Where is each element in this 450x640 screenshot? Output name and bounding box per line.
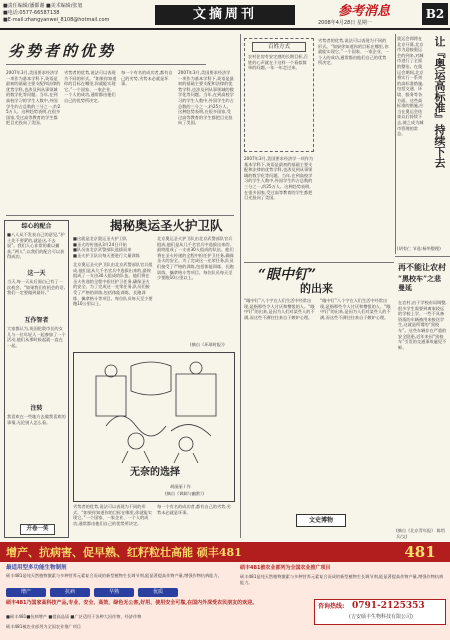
- ad-body-col: 硕丰481是纯天然植物激素与多种营养元素复合而成的新型植物生长调节剂,能显著提高作物产量,增强作物抗病能力。: [240, 574, 444, 585]
- ad-tag-quality: 优质: [138, 588, 178, 597]
- ad-line1: 最适用型多功能生物制剂: [6, 565, 67, 571]
- article-mid-body-col1: 北京奥运圣火护卫队由北京武警部队官兵组成,他们是从几千名官兵中选拔出来的,最终组成了一支由30人组成的队伍。他们将在圣火传递的全程中担任护卫任务,确保圣火的安全。为了完成这一光荣任务,队员们接受了严格的训练,包括体能训练、长跑训练、擒拿格斗等项目。每位队员每天至少要跑10公里以上。: [73, 262, 153, 307]
- sidebar-box3-text: 大家都认为,英国伦敦市长的女儿与一位年轻人一起参加了一个活动,他们从那时候起就一直在一起。: [7, 326, 66, 348]
- ad-product-no: 481: [404, 543, 436, 561]
- sidebar-box1-title: 综心的配合: [21, 223, 52, 230]
- article-bottom-col2: 每一个有名的成功者,都有自己的劣势,劣势未必就是坏事。: [157, 504, 231, 515]
- sidebar-box4-text: 我喜欢在一些地方去做我喜欢的事情,无论别人怎么看。: [7, 414, 66, 425]
- sidebar-box5-title: 开卷一笑: [26, 526, 49, 532]
- article-left-para3b: 2007年3月,美国要求经济学一项作为基本学科下,英语是最初的基础主要支配和法律的优势学科,也涉及到从事领域的数学化等问题。当年,在到高校学习的学生人数中,外国学生约占总数的三分之一,约25万人。这种趋势表明,在很多国家,受过高等教育的学生都把目光投向了美国。: [178, 70, 234, 126]
- article-right-upper-b: 劣势者的优势,说法可以表现为不同的形式。“如果你知道你的目标在哪里,你就能实现它。”一个国家、一家企业、一个人的成功,通常都由他们自己的优势所决定。: [318, 38, 390, 66]
- article-right-low-body: 在农村,由于学校布局调整,很多学生需要到离家较远的学校上学。一些不具备资质的车辆被用来接送学生,这就是所谓的“黑校车”。这些车辆存在严重的安全隐患,近年来因“黑校车”引发的交通事故屡见不鲜。: [398, 300, 447, 350]
- column-right-credit: (胡有仁 节选:杨华整理): [397, 246, 441, 251]
- article-left-para3: 每一个有名的成功者,都有自己的劣势,劣势未必就是坏事。: [121, 70, 173, 87]
- divider: [395, 256, 450, 257]
- page-number: B2: [425, 7, 445, 21]
- article-right-low-credit: (摘自《北京青年报》 陈绍兵/文): [396, 528, 446, 539]
- bullet-item: ■这就是北京奥运圣火护卫队: [73, 236, 128, 241]
- ad-footer-2: 硕丰481被农业部列为全国农业推广项目: [6, 624, 81, 629]
- cartoon-source: (摘自《讽刺与幽默》): [165, 491, 204, 496]
- column-right-body: 奥运会即将在北京开幕,北京市为迎接奥运会的到来,对城市进行了全面的整治。在奥运会期间,北京将实行一系列的高标准措施,包括交通、环境、服务等各方面。这些高标准的措施,应当在奥运会结束以后持续下去,使之成为城市管理的常态。: [397, 36, 424, 137]
- ad-tag-early: 早熟: [94, 588, 134, 597]
- paper-name: 参考消息: [337, 4, 390, 19]
- article-bottom-col1: 劣势者的优势,说法可以表现为不同的形式。“如果你知道你的目标在哪里,你就能实现它。”一个国家、一家企业、一个人的成功,通常都由他们自己的优势所决定。: [73, 504, 152, 526]
- bullet-item: ■圣火护卫队员每天要进行大量训练: [73, 252, 140, 258]
- article-mid-title: 揭秘奥运圣火护卫队: [110, 218, 223, 233]
- article-mid-body-col2: 北京奥运圣火护卫队由北京武警部队官兵组成,他们是从几千名官兵中选拔出来的,最终组成了一支由30人组成的队伍。他们将在圣火传递的全程中担任护卫任务,确保圣火的安全。为了完成这一光荣任务,队员们接受了严格的训练,包括体能训练、长跑训练、擒拿格斗等项目。每位队员每天至少要跑10公里以上。: [157, 236, 234, 281]
- article-right-mid-title1: “眼中钉”: [258, 267, 317, 283]
- column-divider: [395, 34, 396, 254]
- sidebar-box4-title: 注转: [30, 405, 43, 412]
- ad-company: (吉安硕丰生物科技有限公司): [349, 614, 413, 620]
- phone-line: ■电话:0577-66587138: [3, 10, 60, 16]
- article-left-title: 劣势者的优势: [8, 42, 117, 60]
- ad-tag-increase: 增产: [6, 588, 46, 597]
- note-box-text: 农村住房有安定感的长期目标,百姓的心声就在于这样一个看似简单的问题,一年一年走过来。: [248, 54, 308, 71]
- article-right-low-title1: 再不能让农村: [398, 262, 446, 272]
- article-right-upper-a: 2007年3月,美国要求经济学一项作为基本学科下,英语是最初的基础主要支配和法律的优势学科,也涉及到从事领域的数学化等问题。当年,在到高校学习的学生人数中,外国学生约占总数的三分之一,约25万人。这种趋势表明,在很多国家,受过高等教育的学生都把目光投向了美国。: [244, 156, 314, 201]
- article-left-para2: 劣势者的优势,说法可以表现为不同的形式。“如果你知道你的目标在哪里,你就能实现它。”一个国家、一家企业、一个人的成功,通常都由他们自己的优势所决定。: [64, 70, 117, 103]
- article-left-para1: 2007年3月,美国要求经济学一项作为基本学科下,英语是最初的基础主要支配和法律的优势学科,也涉及到从事领域的数学化等问题。当年,在到高校学习的学生人数中,外国学生约占总数的三分之一,约25万人。这种趋势表明,在很多国家,受过高等教育的学生都把目光投向了美国。: [6, 70, 61, 126]
- ad-bottom-note: ■硕丰481■抗病增产 ■提高品质 ■广泛适用于各种大田作物、经济作物: [6, 614, 142, 619]
- bullet-item: ■队员由北京武警部队选拔而来: [73, 247, 132, 253]
- article-mid-bullets: [73, 236, 153, 258]
- ad-line2: 硕丰481是纯天然植物激素与多种营养元素复合而成的新型植物生长调节剂,能显著提高作物产量,增强作物抗病能力。: [6, 573, 222, 578]
- title-underline: [6, 64, 206, 65]
- ad-line3: 硕丰481被农业部列为全国农业推广项目: [240, 565, 331, 571]
- sidebar-box1-text: ■八人从不发表自己的意见,“护士先不要紧的,就是这,不去说”。我们人心非常的难以捕获,“两人”,以我们的配合可以获得成功。: [7, 232, 65, 260]
- ad-hotline: 0791-2125353: [352, 601, 425, 611]
- article-right-low-title2: “黑校车”之悲曼延: [398, 274, 442, 292]
- cartoon-title: 无奈的选择: [130, 467, 180, 478]
- email-line: ■E-mail:zhangyanwei_8108@hotmail.com: [3, 17, 110, 23]
- cartoon-credit: 胡丽丽 / 作: [170, 484, 191, 489]
- ad-banner: 增产、抗病害、促早熟、红籽粒壮高能 硕丰481: [6, 546, 242, 559]
- masthead: [0, 0, 450, 30]
- column-divider: [240, 34, 241, 538]
- divider: [6, 215, 234, 216]
- ad-footer: 硕丰481乃国家高科技产品,专业、安全、高效、绿色无公害,好用、使用安全可靠,在国内外深受农民朋友的欢迎。: [6, 600, 258, 606]
- sidebar-box2-text: 当天,每一天从后面自己有了一次机会。“如果我们有机会的话,我们一定要做到最好。”: [7, 279, 65, 296]
- date-line: 2008年4月28日 星期一: [318, 20, 372, 26]
- note-box-title: 百姓方式: [252, 42, 306, 52]
- article-right-mid-title2: 的出来: [300, 282, 333, 295]
- sidebar-box3-title: 互作智者: [24, 317, 49, 324]
- divider: [244, 262, 394, 263]
- editor-line: ■责任编辑/潘都谢 ■美术编辑/张旭: [3, 3, 83, 9]
- article-right-mid-col1: “眼中钉”八个字在人们生活中经常出现,是指那些令人讨厌和憎恨的人。“眼中钉”的出来,是因为人们对某些人的不满,而这些不满往往来自于嫉妒心理。: [244, 298, 315, 320]
- bullet-item: ■圣火的传递从3月24日开始: [73, 241, 127, 247]
- column-right-headline: 让『奥运高标准』持续下去: [433, 36, 446, 168]
- section-label: 文史博物: [308, 517, 333, 524]
- ad-tag-disease: 抗病: [50, 588, 90, 597]
- cartoon-drawing: [76, 356, 232, 466]
- ad-hotline-label: 咨询热线:: [318, 603, 345, 610]
- article-mid-caption: (摘自《环球时报》): [190, 342, 225, 347]
- section-title: 文摘周刊: [192, 7, 257, 22]
- article-right-mid-col2: “眼中钉”八个字在人们生活中经常出现,是指那些令人讨厌和憎恨的人。“眼中钉”的出来,是因为人们对某些人的不满,而这些不满往往来自于嫉妒心理。: [320, 298, 391, 320]
- sidebar-box2-title: 这一天: [27, 270, 46, 277]
